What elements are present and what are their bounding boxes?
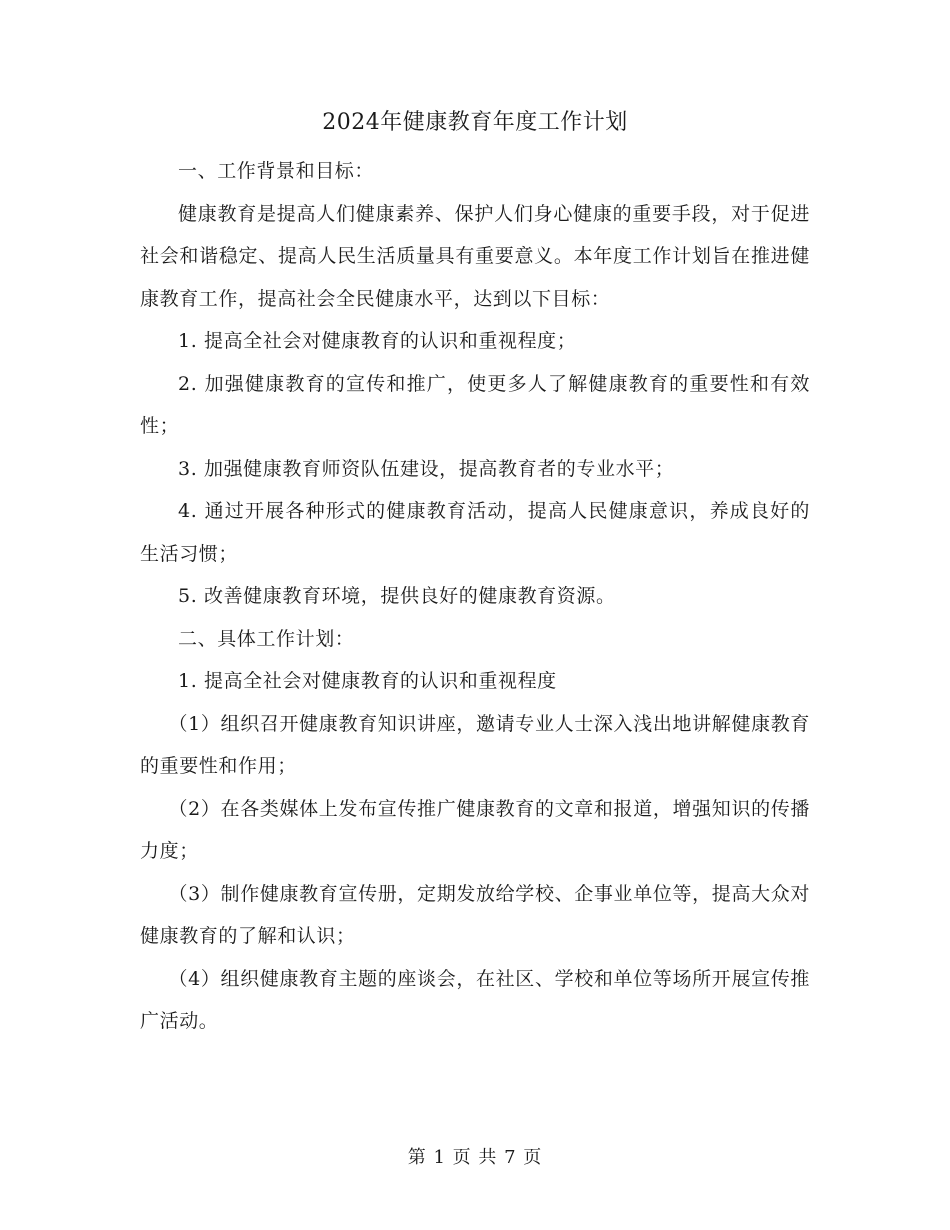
section-heading-background: 一、工作背景和目标： (178, 160, 375, 182)
goal-item: 1. 提高全社会对健康教育的认识和重视程度； (178, 330, 577, 352)
goal-item: 2. 加强健康教育的宣传和推广，使更多人了解健康教育的重要性和有效性； (140, 372, 810, 437)
document-title: 2024年健康教育年度工作计划 (322, 110, 628, 135)
page-number-footer: 第 1 页 共 7 页 (407, 1147, 543, 1168)
background-paragraph: 健康教育是提高人们健康素养、保护人们身心健康的重要手段，对于促进社会和谐稳定、提高人民生活质量具有重要意义。本年度工作计划旨在推进健康教育工作，提高社会全民健康水平，达到以下目标： (140, 202, 810, 310)
goal-item: 4. 通过开展各种形式的健康教育活动，提高人民健康意识，养成良好的生活习惯； (140, 500, 810, 565)
plan-sub-item: （3）制作健康教育宣传册，定期发放给学校、企事业单位等，提高大众对健康教育的了解和认识； (140, 882, 810, 947)
plan-sub-item: （2）在各类媒体上发布宣传推广健康教育的文章和报道，增强知识的传播力度； (140, 797, 810, 862)
plan-item-heading: 1. 提高全社会对健康教育的认识和重视程度 (178, 670, 557, 692)
plan-sub-item: （4）组织健康教育主题的座谈会，在社区、学校和单位等场所开展宣传推广活动。 (140, 967, 810, 1032)
goal-item: 3. 加强健康教育师资队伍建设，提高教育者的专业水平； (178, 457, 675, 480)
goal-item: 5. 改善健康教育环境，提供良好的健康教育资源。 (178, 585, 616, 607)
plan-sub-item: （1）组织召开健康教育知识讲座，邀请专业人士深入浅出地讲解健康教育的重要性和作用； (140, 712, 810, 777)
section-heading-plan: 二、具体工作计划： (178, 627, 355, 650)
document-body (140, 150, 810, 1043)
